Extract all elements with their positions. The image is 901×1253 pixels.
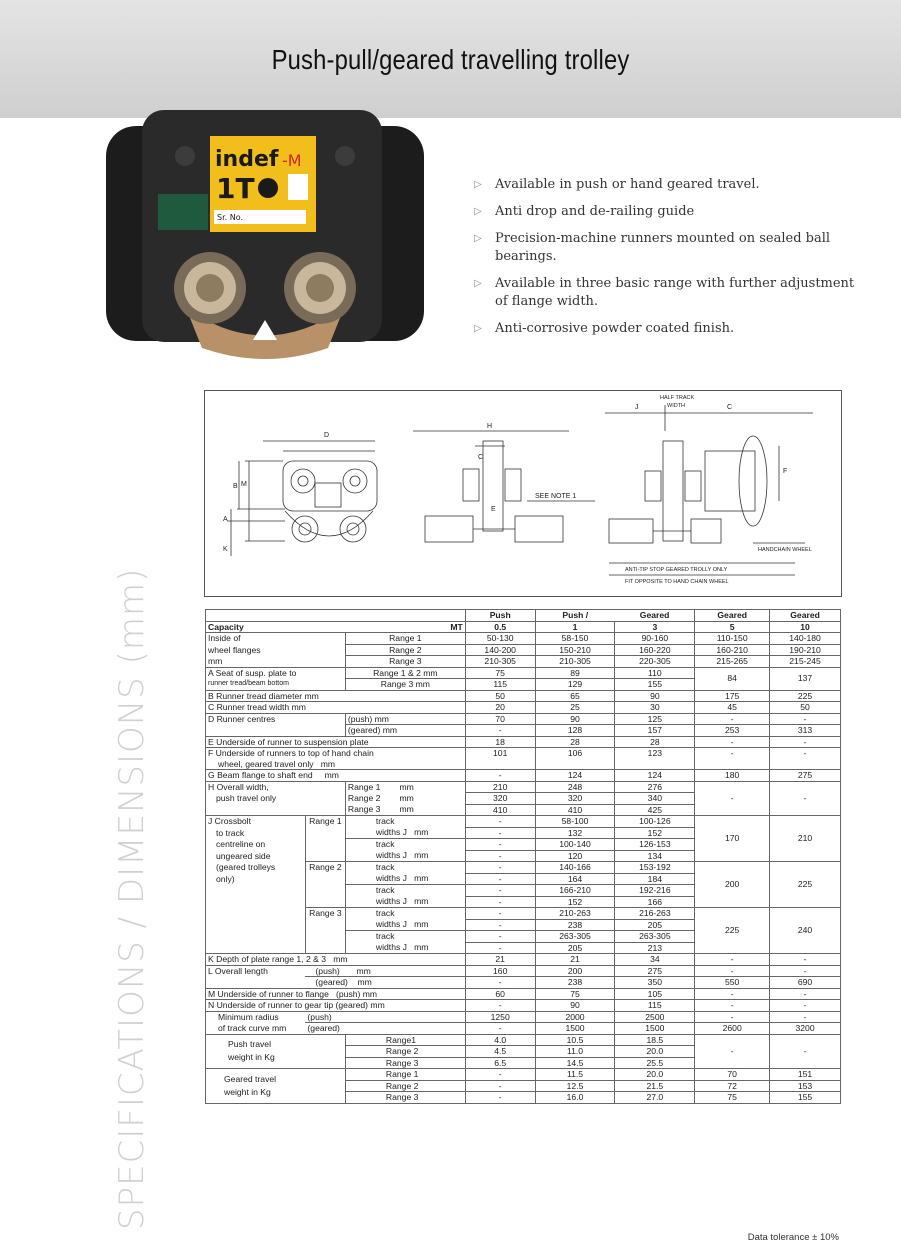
table-row: (geared) mm - 238 350 550 690 <box>206 977 841 989</box>
table-row: F Underside of runners to top of hand chain 101 106 123 - - <box>206 748 841 759</box>
dim-h-label: H <box>487 423 493 430</box>
table-row: E Underside of runner to suspension plate 18 28 28 - - <box>206 736 841 748</box>
dim-j-label: J <box>635 404 639 411</box>
dim-a-label: A <box>223 516 228 523</box>
table-row: Minimum radius (push) 1250 2000 2500 - - <box>206 1011 841 1023</box>
table-row: to track widths J mm - 132 152 <box>206 827 841 839</box>
table-row: L Overall length (push) mm 160 200 275 - - <box>206 965 841 977</box>
table-row: widths J mm - 205 213 <box>206 942 841 954</box>
table-row: Geared travel weight in Kg Range 1 - 11.5 20.0 70 151 <box>206 1069 841 1081</box>
feature-item: ▷ Available in push or hand geared travel. <box>474 177 760 192</box>
table-row: Range 2 - 12.5 21.5 72 153 <box>206 1080 841 1092</box>
feature-item: ▷ Anti drop and de-railing guide <box>474 204 695 219</box>
table-row: ungeared side widths J mm - 120 134 <box>206 850 841 862</box>
data-tolerance-note: Data tolerance ± 10% <box>747 1232 839 1243</box>
table-row: track - 166-210 192-216 <box>206 885 841 897</box>
table-row: C Runner tread width mm 20 25 30 45 50 <box>206 702 841 714</box>
table-row: wheel, geared travel only mm <box>206 759 841 770</box>
serial-label: Sr. No. <box>217 213 243 222</box>
dim-c-label: C <box>478 454 484 461</box>
dim-m-label: M <box>241 481 247 488</box>
table-row: of track curve mm (geared) - 1500 1500 2600 3200 <box>206 1023 841 1035</box>
feature-item: ▷ Anti-corrosive powder coated finish. <box>474 321 735 336</box>
table-row: mm Range 3 210-305 210-305 220-305 215-265 215-245 <box>206 656 841 668</box>
dim-b-label: B <box>233 483 238 490</box>
technical-drawing <box>204 390 842 597</box>
table-row: Capacity MT 0.5 1 3 5 10 <box>206 621 841 633</box>
capacity-label: 1T <box>216 172 255 205</box>
table-row: wheel flanges Range 2 140-200 150-210 160-220 160-210 190-210 <box>206 644 841 656</box>
table-row: Range 3 6.5 14.5 25.5 <box>206 1057 841 1069</box>
dim-e-label: E <box>491 506 496 513</box>
table-row: Range 3 track - 210-263 216-263 225 240 <box>206 908 841 920</box>
table-row: (geared trolleys Range 2 track - 140-166 153-192 200 225 <box>206 862 841 874</box>
table-row: runner tread/beam bottom Range 3 mm 115 129 155 <box>206 679 841 691</box>
table-row: Range 2 4.5 11.0 20.0 <box>206 1046 841 1058</box>
dim-c2-label: C <box>727 404 733 411</box>
model-label: -M <box>282 151 302 170</box>
table-row: Push Push / Geared Geared Geared <box>206 610 841 622</box>
page-title: Push-pull/geared travelling trolley <box>271 44 630 75</box>
feature-item: ▷ Available in three basic range with further adjustment of flange width. <box>474 276 855 309</box>
half-track-label: HALF TRACK <box>660 395 695 401</box>
feature-item: ▷ Precision-machine runners mounted on sealed ball bearings. <box>474 231 831 264</box>
table-row: centreline on track - 100-140 126-153 <box>206 839 841 851</box>
dim-f-label: F <box>783 468 788 475</box>
table-row: N Underside of runner to gear tip (geared) mm - 90 115 - - <box>206 1000 841 1012</box>
note2-label: FIT OPPOSITE TO HAND CHAIN WHEEL <box>625 579 729 585</box>
table-row: Inside of Range 1 50-130 58-150 90-160 110-150 140-180 <box>206 633 841 645</box>
dim-d-label: D <box>324 432 330 439</box>
trolley-product-photo <box>98 108 433 360</box>
table-row: track - 263-305 263-305 <box>206 931 841 943</box>
table-row: push travel only Range 2 mm 320 320 340 <box>206 793 841 805</box>
table-row: G Beam flange to shaft end mm - 124 124 180 275 <box>206 770 841 782</box>
table-row: B Runner tread diameter mm 50 65 90 175 225 <box>206 690 841 702</box>
table-row: K Depth of plate range 1, 2 & 3 mm 21 21 34 - - <box>206 954 841 966</box>
table-row: Range 3 mm 410 410 425 <box>206 804 841 816</box>
table-row: widths J mm - 152 166 <box>206 896 841 908</box>
side-section-label: SPECIFICATIONS / DIMENSIONS (mm) <box>112 567 152 1230</box>
table-row: J Crossbolt Range 1 track - 58-100 100-126 170 210 <box>206 816 841 828</box>
note1-label: ANTI-TIP STOP GEARED TROLLY ONLY <box>625 567 728 573</box>
width-label: WIDTH <box>667 403 686 409</box>
feature-list <box>470 176 870 347</box>
table-row: (geared) mm - 128 157 253 313 <box>206 725 841 737</box>
table-row: A Seat of susp. plate to Range 1 & 2 mm 75 89 110 84 137 <box>206 667 841 679</box>
table-row: Range 3 - 16.0 27.0 75 155 <box>206 1092 841 1104</box>
see-note-label: SEE NOTE 1 <box>535 493 577 500</box>
specifications-table <box>205 609 841 1104</box>
table-row: H Overall width, Range 1 mm 210 248 276 - - <box>206 781 841 793</box>
table-row: M Underside of runner to flange (push) mm 60 75 105 - - <box>206 988 841 1000</box>
table-row: D Runner centres (push) mm 70 90 125 - - <box>206 713 841 725</box>
brand-label: indef <box>215 147 279 172</box>
table-row: widths J mm - 238 205 <box>206 919 841 931</box>
dim-k-label: K <box>223 546 228 553</box>
table-row: only) widths J mm - 164 184 <box>206 873 841 885</box>
table-row: Push travel weight in Kg Range1 4.0 10.5 18.5 - - <box>206 1034 841 1046</box>
handchain-label: HANDCHAIN WHEEL <box>758 547 812 553</box>
